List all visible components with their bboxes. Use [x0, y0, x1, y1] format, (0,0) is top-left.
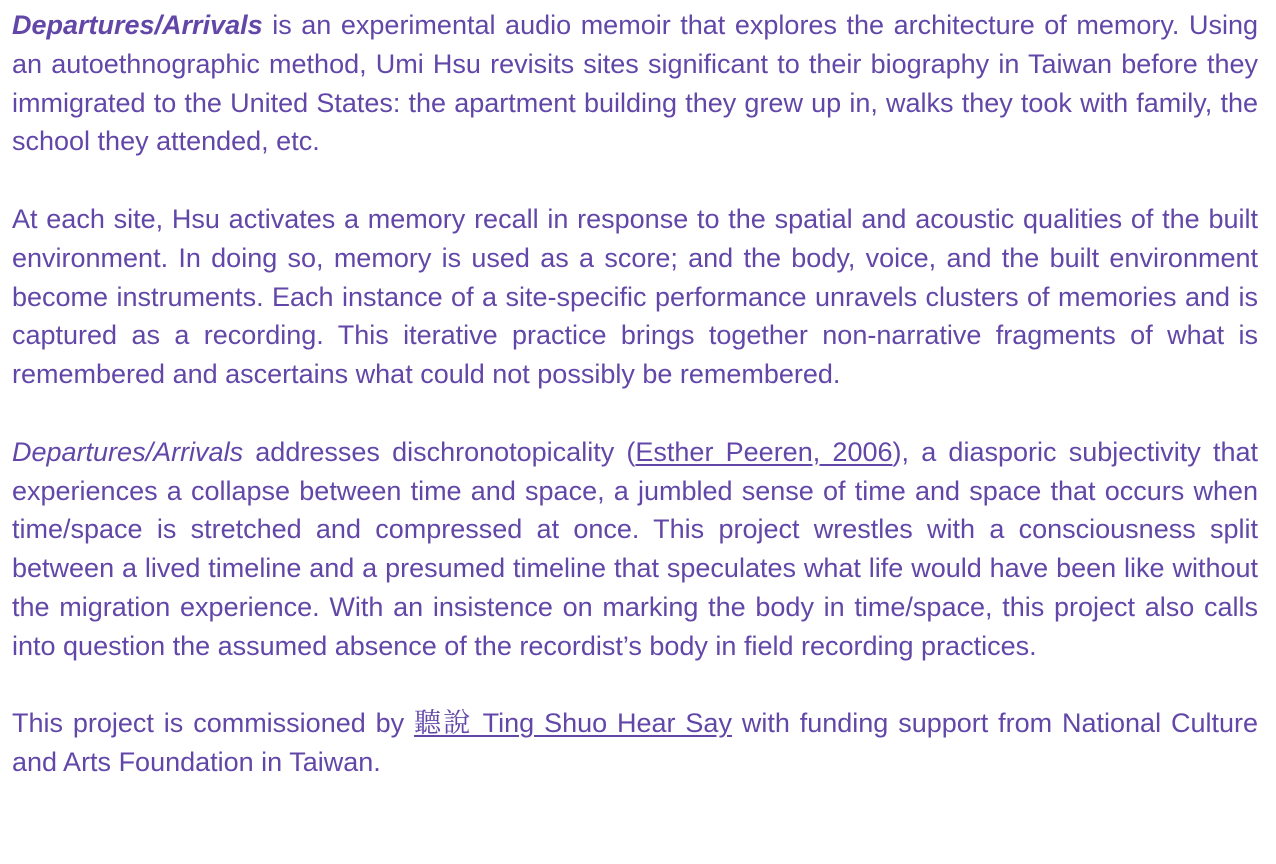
intro-text: is an experimental audio memoir that explores the architecture of memory. Using an autoethnographic method, Umi Hsu revisits sites significant to their biography in Taiwan before they immigrated to the United States: the apartment building they grew up in, walks they took with family, the school they attended, etc.	[12, 10, 1258, 157]
ting-shuo-hear-say-link[interactable]: 聽說 Ting Shuo Hear Say	[414, 708, 732, 739]
method-text: At each site, Hsu activates a memory recall in response to the spatial and acoustic qualities of the built environment. In doing so, memory is used as a score; and the body, voice, and the built environment become instruments. Each instance of a site-specific performance unravels clusters of memories and is captured as a recording. This iterative practice brings together non-narrative fragments of what is remembered and ascertains what could not possibly be remembered.	[12, 203, 1258, 390]
credits-text-after-link: with funding support from National Culture and Arts Foundation in Taiwan.	[12, 708, 1258, 778]
credits-text-before-link: This project is commissioned by	[12, 708, 415, 739]
article-body	[12, 6, 1258, 782]
concept-text-after-link: ), a diasporic subjectivity that experiences a collapse between time and space, a jumbled sense of time and space that occurs when time/space is stretched and compressed at once. This project wrestles with a consciousness split between a lived timeline and a presumed timeline that speculates what life would have been like without the migration experience. With an insistence on marking the body in time/space, this project also calls into question the assumed absence of the recordist’s body in field recording practices.	[12, 436, 1258, 661]
intro-paragraph	[12, 6, 1258, 161]
esther-peeren-link[interactable]: Esther Peeren, 2006	[635, 436, 893, 467]
concept-paragraph	[12, 433, 1258, 666]
concept-text-before-link: addresses dischronotopicality (	[243, 436, 636, 467]
credits-paragraph	[12, 704, 1258, 782]
method-paragraph	[12, 200, 1258, 394]
project-title-italic: Departures/Arrivals	[12, 436, 244, 467]
project-title: Departures/Arrivals	[12, 10, 263, 40]
